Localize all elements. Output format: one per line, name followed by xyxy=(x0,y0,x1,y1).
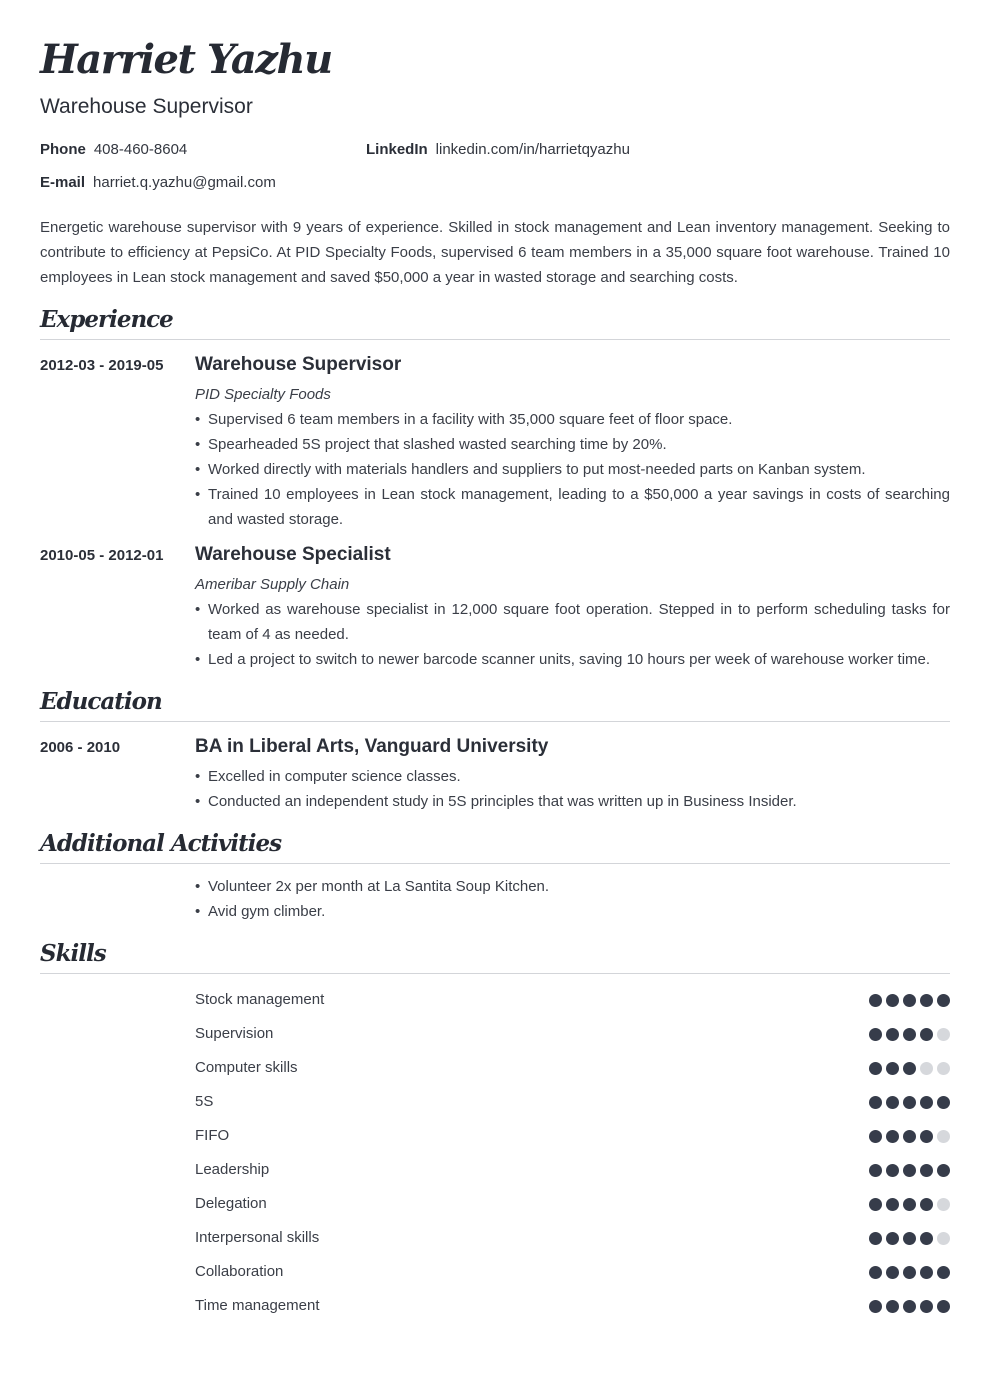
skills-section-heading xyxy=(40,938,950,974)
contact-linkedin xyxy=(366,141,630,159)
skill-rating xyxy=(869,1266,950,1279)
rating-dot-filled xyxy=(903,1164,916,1177)
linkedin-label: LinkedIn xyxy=(366,141,428,158)
experience-1-company: PID Specialty Foods xyxy=(195,386,331,403)
rating-dot-filled xyxy=(920,994,933,1007)
candidate-title: Warehouse Supervisor xyxy=(40,95,253,118)
rating-dot-filled xyxy=(869,1164,882,1177)
list-item: • Volunteer 2x per month at La Santita Soup Kitchen. xyxy=(195,874,950,899)
skill-name: Collaboration xyxy=(195,1263,284,1280)
rating-dot-filled xyxy=(903,1096,916,1109)
skill-rating xyxy=(869,1300,950,1313)
rating-dot-filled xyxy=(920,1130,933,1143)
summary-paragraph: Energetic warehouse supervisor with 9 years of experience. Skilled in stock management and Lean inventory management. Seeking to contribute to efficiency at PepsiCo. At PID Specialty Foods, supervised 6 team members in a 35,000 square foot warehouse. Trained 10 employees in Lean stock management and saved $50,000 a year in wasted storage and searching costs. xyxy=(40,219,950,286)
rating-dot-filled xyxy=(920,1198,933,1211)
rating-dot-filled xyxy=(920,1164,933,1177)
rating-dot-filled xyxy=(937,1096,950,1109)
skill-name: Computer skills xyxy=(195,1059,298,1076)
rating-dot-filled xyxy=(869,1198,882,1211)
rating-dot-empty xyxy=(920,1062,933,1075)
experience-2-dates: 2010-05 - 2012-01 xyxy=(40,547,164,564)
list-item: • Supervised 6 team members in a facility with 35,000 square feet of floor space. xyxy=(195,407,950,432)
rating-dot-filled xyxy=(903,1266,916,1279)
rating-dot-filled xyxy=(869,1266,882,1279)
skills-list xyxy=(195,983,950,1323)
rating-dot-filled xyxy=(869,1130,882,1143)
education-1-title: BA in Liberal Arts, Vanguard University xyxy=(195,736,549,757)
rating-dot-filled xyxy=(903,1300,916,1313)
list-item: • Excelled in computer science classes. xyxy=(195,764,950,789)
rating-dot-filled xyxy=(886,1028,899,1041)
experience-1-bullets xyxy=(195,407,950,532)
rating-dot-filled xyxy=(869,1300,882,1313)
phone-value: 408-460-8604 xyxy=(93,141,188,158)
experience-2-company: Ameribar Supply Chain xyxy=(195,576,350,593)
rating-dot-filled xyxy=(886,1164,899,1177)
experience-heading: Experience xyxy=(40,306,173,333)
rating-dot-filled xyxy=(920,1096,933,1109)
skill-name: Stock management xyxy=(195,991,325,1008)
skill-rating xyxy=(869,1232,950,1245)
rating-dot-empty xyxy=(937,1198,950,1211)
skill-row xyxy=(195,983,950,1017)
skill-name: Interpersonal skills xyxy=(195,1229,320,1246)
activities-heading: Additional Activities xyxy=(40,830,282,857)
email-label: E-mail xyxy=(40,174,86,191)
rating-dot-filled xyxy=(937,1300,950,1313)
skills-heading: Skills xyxy=(40,940,106,967)
skill-row xyxy=(195,1187,950,1221)
activities-bullets xyxy=(195,874,950,924)
rating-dot-filled xyxy=(886,994,899,1007)
rating-dot-filled xyxy=(903,994,916,1007)
activities-section-heading xyxy=(40,828,950,864)
education-heading: Education xyxy=(40,688,162,715)
list-item: • Trained 10 employees in Lean stock management, leading to a $50,000 a year savings in costs of searching and wasted storage. xyxy=(195,482,950,532)
rating-dot-filled xyxy=(886,1096,899,1109)
rating-dot-filled xyxy=(869,1096,882,1109)
skill-rating xyxy=(869,1164,950,1177)
experience-2-bullets xyxy=(195,597,950,672)
list-item: • Worked as warehouse specialist in 12,000 square foot operation. Stepped in to perform scheduling tasks for team of 4 as needed. xyxy=(195,597,950,647)
skill-row xyxy=(195,1255,950,1289)
phone-label: Phone xyxy=(40,141,86,158)
skill-rating xyxy=(869,1028,950,1041)
contact-phone xyxy=(40,141,187,159)
skill-name: Leadership xyxy=(195,1161,270,1178)
experience-2-title: Warehouse Specialist xyxy=(195,544,391,565)
rating-dot-filled xyxy=(903,1130,916,1143)
skill-rating xyxy=(869,1062,950,1075)
skill-name: Delegation xyxy=(195,1195,267,1212)
rating-dot-filled xyxy=(903,1028,916,1041)
rating-dot-filled xyxy=(886,1266,899,1279)
experience-1-dates: 2012-03 - 2019-05 xyxy=(40,357,164,374)
rating-dot-filled xyxy=(903,1232,916,1245)
list-item: • Worked directly with materials handlers and suppliers to put most-needed parts on Kanban system. xyxy=(195,457,950,482)
skill-name: Supervision xyxy=(195,1025,274,1042)
rating-dot-empty xyxy=(937,1062,950,1075)
list-item: • Avid gym climber. xyxy=(195,899,950,924)
rating-dot-empty xyxy=(937,1028,950,1041)
candidate-name: Harriet Yazhu xyxy=(40,36,332,83)
skill-row xyxy=(195,1153,950,1187)
education-1-dates: 2006 - 2010 xyxy=(40,739,121,756)
rating-dot-filled xyxy=(937,994,950,1007)
list-item: • Led a project to switch to newer barcode scanner units, saving 10 hours per week of warehouse worker time. xyxy=(195,647,950,672)
education-1-bullets xyxy=(195,764,950,814)
rating-dot-filled xyxy=(869,1062,882,1075)
list-item: • Conducted an independent study in 5S principles that was written up in Business Insider. xyxy=(195,789,950,814)
contact-email xyxy=(40,174,276,192)
rating-dot-filled xyxy=(937,1164,950,1177)
skill-row xyxy=(195,1289,950,1323)
experience-1-title: Warehouse Supervisor xyxy=(195,354,402,375)
rating-dot-filled xyxy=(886,1130,899,1143)
skill-row xyxy=(195,1119,950,1153)
skill-rating xyxy=(869,1096,950,1109)
skill-name: Time management xyxy=(195,1297,320,1314)
linkedin-link[interactable]: linkedin.com/in/harrietqyazhu xyxy=(435,141,630,158)
rating-dot-filled xyxy=(920,1300,933,1313)
skill-name: 5S xyxy=(195,1093,214,1110)
rating-dot-filled xyxy=(886,1198,899,1211)
rating-dot-filled xyxy=(869,1028,882,1041)
education-section-heading xyxy=(40,686,950,722)
rating-dot-filled xyxy=(886,1062,899,1075)
rating-dot-filled xyxy=(886,1232,899,1245)
rating-dot-filled xyxy=(903,1198,916,1211)
list-item: • Spearheaded 5S project that slashed wasted searching time by 20%. xyxy=(195,432,950,457)
skill-name: FIFO xyxy=(195,1127,230,1144)
experience-section-heading xyxy=(40,304,950,340)
skill-rating xyxy=(869,1130,950,1143)
email-link[interactable]: harriet.q.yazhu@gmail.com xyxy=(93,174,276,191)
rating-dot-empty xyxy=(937,1232,950,1245)
rating-dot-filled xyxy=(869,994,882,1007)
rating-dot-filled xyxy=(903,1062,916,1075)
skill-row xyxy=(195,1017,950,1051)
skill-rating xyxy=(869,1198,950,1211)
skill-row xyxy=(195,1221,950,1255)
rating-dot-filled xyxy=(920,1028,933,1041)
rating-dot-filled xyxy=(886,1300,899,1313)
rating-dot-filled xyxy=(937,1266,950,1279)
skill-row xyxy=(195,1085,950,1119)
skill-rating xyxy=(869,994,950,1007)
rating-dot-empty xyxy=(937,1130,950,1143)
rating-dot-filled xyxy=(869,1232,882,1245)
rating-dot-filled xyxy=(920,1266,933,1279)
skill-row xyxy=(195,1051,950,1085)
rating-dot-filled xyxy=(920,1232,933,1245)
